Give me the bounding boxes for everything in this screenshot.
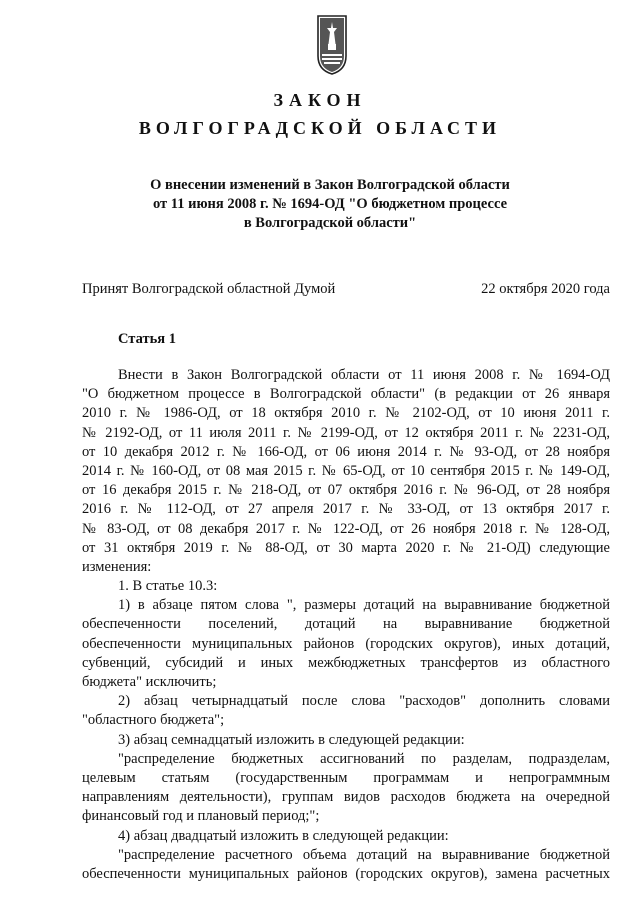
article-text-line: № 2192-ОД, от 11 июля 2011 г. № 2199-ОД, от 12 октября 2011 г. № 2231-ОД, [82,424,610,441]
subtitle-line: О внесении изменений в Закон Волгоградской области [150,177,510,193]
article-text-line: бюджета" исключить; [82,674,217,690]
adoption-date: 22 октября 2020 года [481,281,610,297]
article-text-line: "О бюджетном процессе в Волгоградской области" (в редакции от 26 января [82,386,610,403]
article-text-line: 1. В статье 10.3: [118,578,218,595]
document-title: ЗАКОН [273,90,367,110]
article-text-line: 2010 г. № 1986-ОД, от 18 октября 2010 г. № 2102-ОД, от 10 июня 2011 г. [82,405,610,422]
coat-of-arms-emblem [316,14,348,76]
article-text-line: целевым статьям (государственным программам и непрограммным [82,769,610,786]
article-text-line: субвенций, субсидий и иных межбюджетных трансфертов из областного [82,654,610,671]
article-text-line: 3) абзац семнадцатый изложить в следующей редакции: [118,731,465,748]
article-text-line: 2) абзац четырнадцатый после слова "расходов" дополнить словами [118,693,610,710]
article-text-line: 4) абзац двадцатый изложить в следующей редакции: [118,827,449,844]
adopted-by: Принят Волгоградской областной Думой [82,281,336,297]
article-text-line: 1) в абзаце пятом слова ", размеры дотаций на выравнивание бюджетной [118,597,610,614]
article-text-line: от 31 октября 2019 г. № 88-ОД, от 30 марта 2020 г. № 21-ОД) следующие [82,539,610,556]
article-text-line: "распределение расчетного объема дотаций на выравнивание бюджетной [118,846,610,863]
article-text-line: № 83-ОД, от 08 декабря 2017 г. № 122-ОД, от 26 ноября 2018 г. № 128-ОД, [82,520,610,537]
article-text-line: "распределение бюджетных ассигнований по разделам, подразделам, [118,750,610,767]
subtitle-line: от 11 июня 2008 г. № 1694-ОД "О бюджетном процессе [152,196,508,212]
article-body [82,366,610,884]
article-text-line: 2016 г. № 112-ОД, от 27 апреля 2017 г. № 33-ОД, от 13 октября 2017 г. [82,501,610,518]
article-text-line: от 16 декабря 2015 г. № 218-ОД, от 07 октября 2016 г. № 96-ОД, от 28 ноября [82,482,610,499]
article-text-line: от 10 декабря 2012 г. № 166-ОД, от 06 июня 2014 г. № 93-ОД, от 28 ноября [82,443,610,460]
article-text-line: 2014 г. № 160-ОД, от 08 мая 2015 г. № 65-ОД, от 10 сентября 2015 г. № 149-ОД, [82,462,610,479]
article-heading: Статья 1 [118,331,176,347]
article-text-line: Внести в Закон Волгоградской области от 11 июня 2008 г. № 1694-ОД [118,367,610,383]
document-title-region: ВОЛГОГРАДСКОЙ ОБЛАСТИ [138,118,502,138]
article-text-line: обеспеченности муниципальных районов (городских округов), замена расчетных [82,865,610,882]
article-text-line: изменения: [82,558,152,575]
article-text-line: финансовый год и плановый период;"; [82,808,320,825]
article-text-line: направлениям деятельности), группам видов расходов бюджета на очередной [82,789,610,806]
article-text-line: обеспеченности муниципальных районов (городских округов), иных дотаций, [82,635,610,652]
article-text-line: "областного бюджета"; [82,712,225,729]
subtitle-line: в Волгоградской области" [243,215,417,231]
document-subtitle [120,176,540,233]
article-text-line: обеспеченности поселений, дотаций на выравнивание бюджетной [82,616,610,633]
